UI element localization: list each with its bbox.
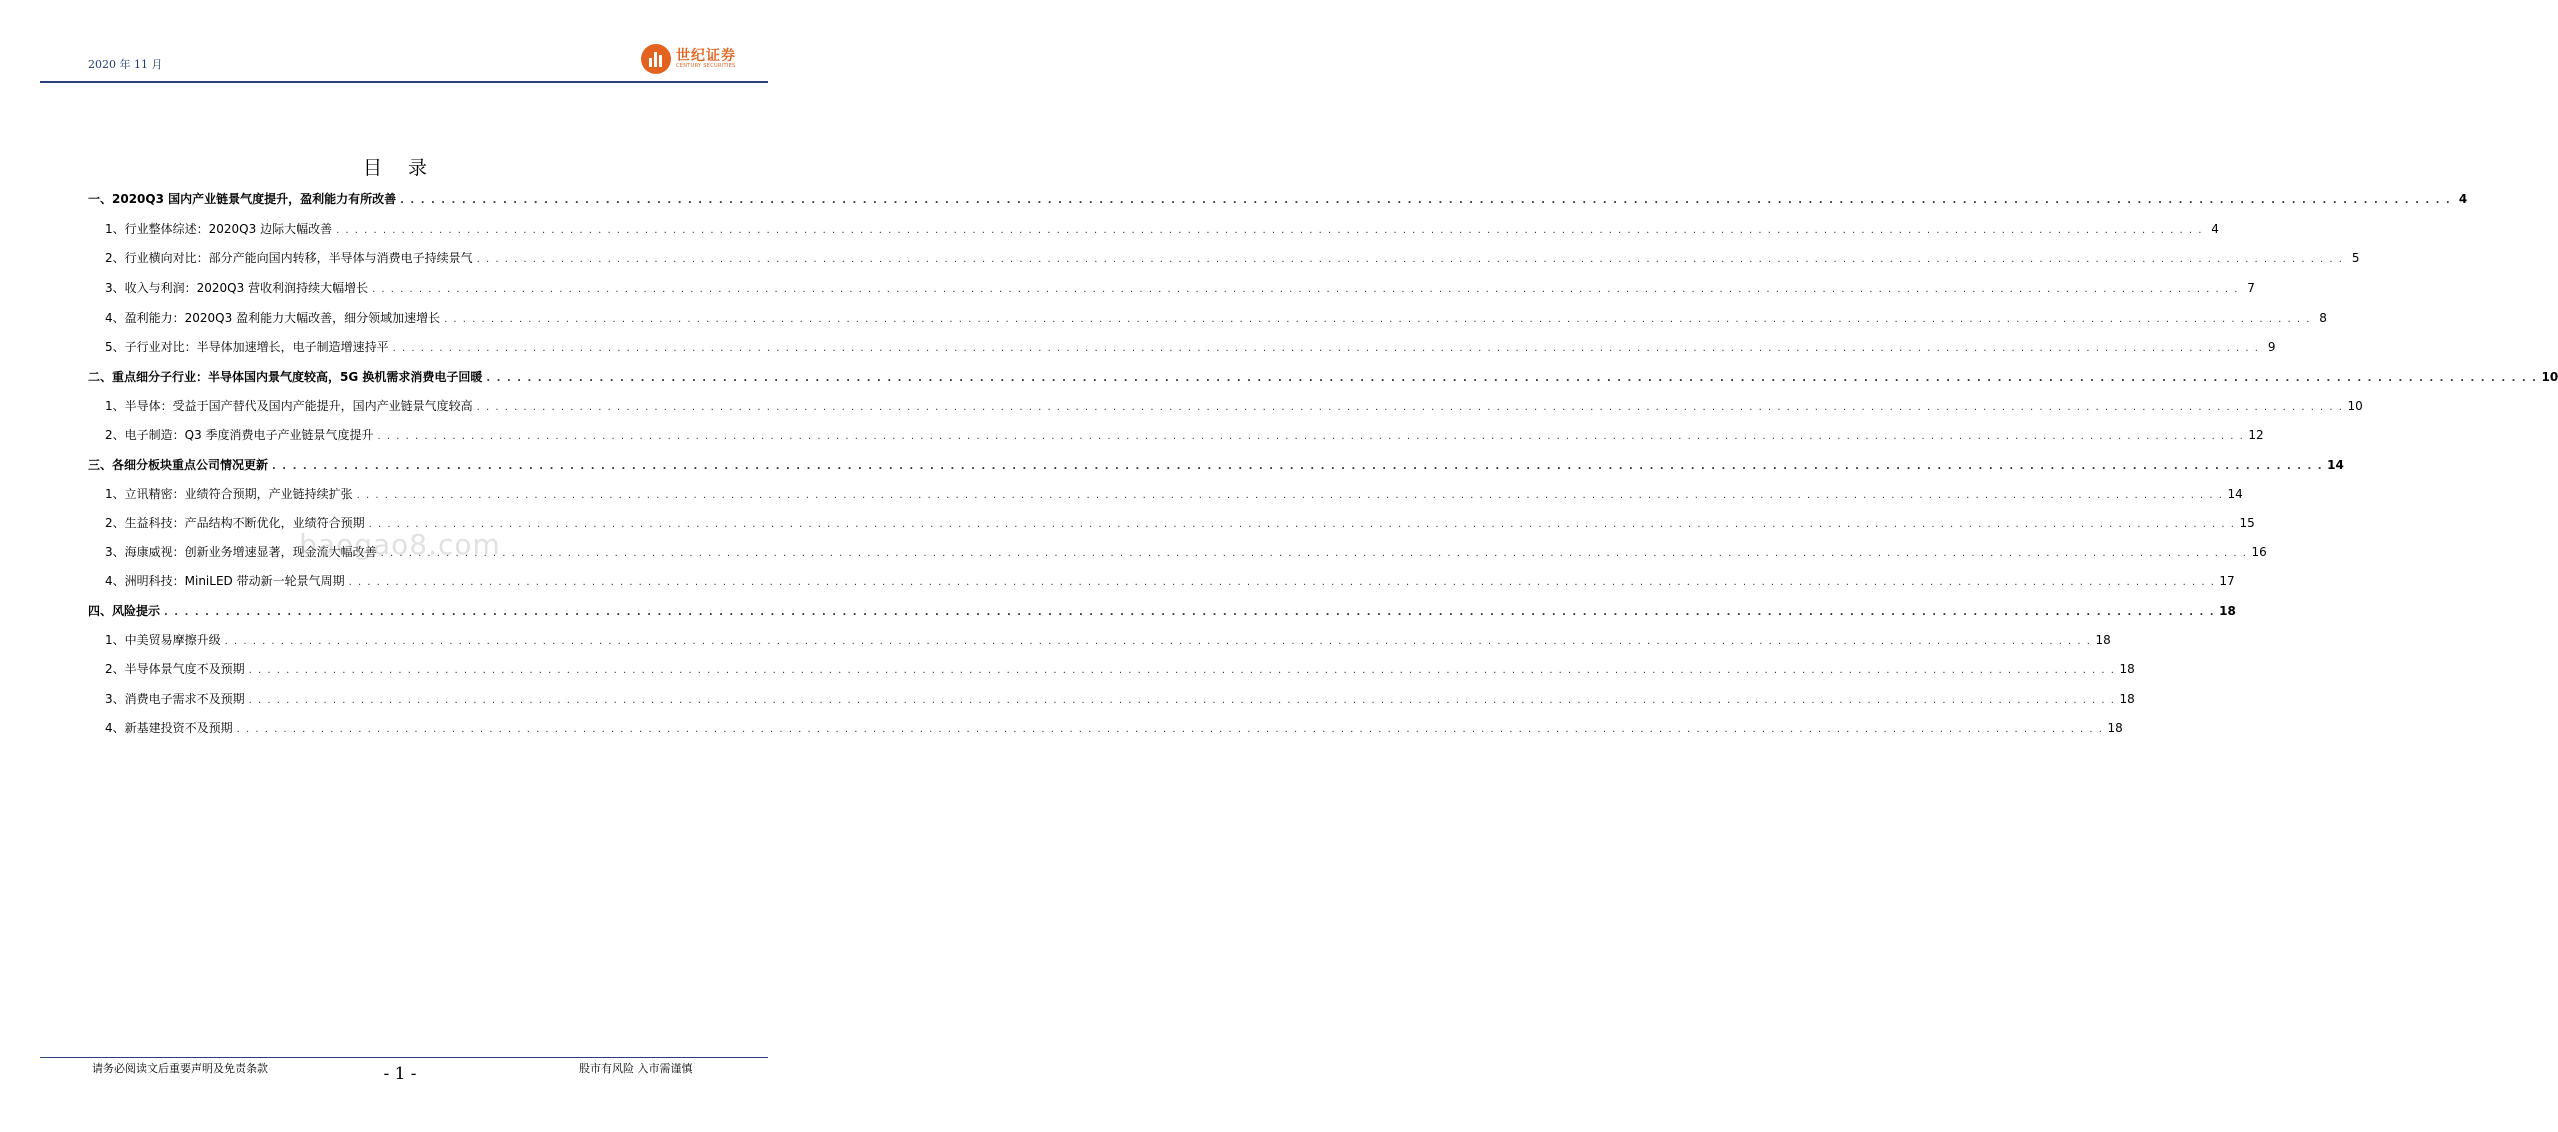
watermark: baogao8.com xyxy=(299,528,501,561)
toc-section-entry[interactable] xyxy=(105,572,2235,590)
toc-entry-title: 三、各细分板块重点公司情况更新 xyxy=(88,458,269,472)
toc-entry-title: 5、子行业对比：半导体加速增长，电子制造增速持平 xyxy=(105,340,389,354)
footer-risk-notice: 股市有风险 入市需谨慎 xyxy=(579,1062,693,1075)
logo-mark-icon xyxy=(641,44,671,74)
toc-entry-title: 一、2020Q3 国内产业链景气度提升，盈利能力有所改善 xyxy=(88,192,397,206)
toc-entry-title: 4、洲明科技：MiniLED 带动新一轮景气周期 xyxy=(105,574,345,588)
toc-leader-dots: . . . . . . . . . . . . . . . . . . . . . . . . . . . . . . . . . . . . . . . . . . . . . . . . . . . . . . . . . . . . . . . . . . . . . . . . . . . . . . . . . . . . . . . . . . . . . . . . . . . . . . . . . . . . . . . . . . . . . . . . . . . . . . . . . . . . . . . . . . . . . . . . . . . . . . . . . . . . . . . . . . . . . . . . . . . . . . . . . . . . . . . . . . . . . . . . . . . . . . . . xyxy=(372,284,2239,295)
footer-divider xyxy=(40,1057,768,1058)
toc-leader-dots: . . . . . . . . . . . . . . . . . . . . . . . . . . . . . . . . . . . . . . . . . . . . . . . . . . . . . . . . . . . . . . . . . . . . . . . . . . . . . . . . . . . . . . . . . . . . . . . . . . . . . . . . . . . . . . . . . . . . . . . . . . . . . . . . . . . . . . . . . . . . . . . . . . . . . . . . . . . . . . . . . . . . . . . . . . . . . . . . . . . . . . . . . . . . . . . . . . . . . . . . xyxy=(486,373,2538,384)
toc-entry-title: 2、生益科技：产品结构不断优化，业绩符合预期 xyxy=(105,516,365,530)
footer-disclaimer: 请务必阅读文后重要声明及免责条款 xyxy=(92,1062,268,1075)
toc-section-entry[interactable] xyxy=(105,309,2327,327)
toc-entry-page: 10 xyxy=(2541,370,2558,384)
toc-entry-page: 7 xyxy=(2247,281,2255,295)
toc-entry-page: 4 xyxy=(2458,192,2468,206)
toc-title: 目 录 xyxy=(362,157,438,179)
toc-section-entry[interactable] xyxy=(105,719,2123,737)
brand-name-en: CENTURY SECURITIES xyxy=(676,63,736,69)
brand-name-cn: 世纪证券 xyxy=(676,48,736,64)
page-number: - 1 - xyxy=(383,1064,417,1084)
toc-entry-page: 14 xyxy=(2327,458,2344,472)
toc-entry-page: 12 xyxy=(2248,428,2264,442)
toc-leader-dots: . . . . . . . . . . . . . . . . . . . . . . . . . . . . . . . . . . . . . . . . . . . . . . . . . . . . . . . . . . . . . . . . . . . . . . . . . . . . . . . . . . . . . . . . . . . . . . . . . . . . . . . . . . . . . . . . . . . . . . . . . . . . . . . . . . . . . . . . . . . . . . . . . . . . . . . . . . . . . . . . . . . . . . . . . . . . . . . . . . . . . . . . . . . . . . . . . . . . . . . . xyxy=(224,636,2092,647)
toc-entry-title: 2、行业横向对比：部分产能向国内转移，半导体与消费电子持续景气 xyxy=(105,251,473,265)
toc-leader-dots: . . . . . . . . . . . . . . . . . . . . . . . . . . . . . . . . . . . . . . . . . . . . . . . . . . . . . . . . . . . . . . . . . . . . . . . . . . . . . . . . . . . . . . . . . . . . . . . . . . . . . . . . . . . . . . . . . . . . . . . . . . . . . . . . . . . . . . . . . . . . . . . . . . . . . . . . . . . . . . . . . . . . . . . . . . . . . . . . . . . . . . . . . . . . . . . . . . . . . . . . xyxy=(380,548,2248,559)
toc-leader-dots: . . . . . . . . . . . . . . . . . . . . . . . . . . . . . . . . . . . . . . . . . . . . . . . . . . . . . . . . . . . . . . . . . . . . . . . . . . . . . . . . . . . . . . . . . . . . . . . . . . . . . . . . . . . . . . . . . . . . . . . . . . . . . . . . . . . . . . . . . . . . . . . . . . . . . . . . . . . . . . . . . . . . . . . . . . . . . . . . . . . . . . . . . . . . . . . . . . . . . . . . xyxy=(348,577,2216,588)
toc-entry-title: 四、风险提示 xyxy=(88,604,161,618)
toc-entry-page: 18 xyxy=(2095,633,2111,647)
toc-entry-title: 3、消费电子需求不及预期 xyxy=(105,692,245,706)
toc-section-entry[interactable] xyxy=(105,690,2135,708)
toc-leader-dots: . . . . . . . . . . . . . . . . . . . . . . . . . . . . . . . . . . . . . . . . . . . . . . . . . . . . . . . . . . . . . . . . . . . . . . . . . . . . . . . . . . . . . . . . . . . . . . . . . . . . . . . . . . . . . . . . . . . . . . . . . . . . . . . . . . . . . . . . . . . . . . . . . . . . . . . . . . . . . . . . . . . . . . . . . . . . . . . . . . . . . . . . . . . . . . . . . . . . . . . . xyxy=(476,402,2344,413)
toc-leader-dots: . . . . . . . . . . . . . . . . . . . . . . . . . . . . . . . . . . . . . . . . . . . . . . . . . . . . . . . . . . . . . . . . . . . . . . . . . . . . . . . . . . . . . . . . . . . . . . . . . . . . . . . . . . . . . . . . . . . . . . . . . . . . . . . . . . . . . . . . . . . . . . . . . . . . . . . . . . . . . . . . . . . . . . . . . . . . . . . . . . . . . . . . . . . . . . . . . . . . . . . . xyxy=(248,695,2116,706)
toc-entry-title: 1、半导体：受益于国产替代及国内产能提升，国内产业链景气度较高 xyxy=(105,399,473,413)
toc-entry-title: 2、半导体景气度不及预期 xyxy=(105,662,245,676)
toc-entry-page: 18 xyxy=(2119,662,2135,676)
toc-leader-dots: . . . . . . . . . . . . . . . . . . . . . . . . . . . . . . . . . . . . . . . . . . . . . . . . . . . . . . . . . . . . . . . . . . . . . . . . . . . . . . . . . . . . . . . . . . . . . . . . . . . . . . . . . . . . . . . . . . . . . . . . . . . . . . . . . . . . . . . . . . . . . . . . . . . . . . . . . . . . . . . . . . . . . . . . . . . . . . . . . . . . . . . . . . . . . . . . . . . . . . . . xyxy=(476,254,2344,265)
toc-section-entry[interactable] xyxy=(105,338,2276,356)
toc-chapter-entry[interactable] xyxy=(88,368,2558,386)
toc-entry-page: 5 xyxy=(2351,251,2360,265)
toc-entry-page: 4 xyxy=(2211,222,2219,236)
toc-leader-dots: . . . . . . . . . . . . . . . . . . . . . . . . . . . . . . . . . . . . . . . . . . . . . . . . . . . . . . . . . . . . . . . . . . . . . . . . . . . . . . . . . . . . . . . . . . . . . . . . . . . . . . . . . . . . . . . . . . . . . . . . . . . . . . . . . . . . . . . . . . . . . . . . . . . . . . . . . . . . . . . . . . . . . . . . . . . . . . . . . . . . . . . . . . . . . . . . . . . . . . . . xyxy=(336,225,2203,236)
toc-chapter-entry[interactable] xyxy=(88,456,2344,474)
toc-entry-page: 16 xyxy=(2251,545,2267,559)
toc-entry-title: 1、行业整体综述：2020Q3 边际大幅改善 xyxy=(105,222,333,236)
toc-section-entry[interactable] xyxy=(105,397,2363,415)
toc-entry-title: 1、中美贸易摩擦升级 xyxy=(105,633,221,647)
toc-entry-page: 14 xyxy=(2227,487,2243,501)
toc-entry-title: 4、盈利能力：2020Q3 盈利能力大幅改善，细分领域加速增长 xyxy=(105,311,441,325)
toc-leader-dots: . . . . . . . . . . . . . . . . . . . . . . . . . . . . . . . . . . . . . . . . . . . . . . . . . . . . . . . . . . . . . . . . . . . . . . . . . . . . . . . . . . . . . . . . . . . . . . . . . . . . . . . . . . . . . . . . . . . . . . . . . . . . . . . . . . . . . . . . . . . . . . . . . . . . . . . . . . . . . . . . . . . . . . . . . . . . . . . . . . . . . . . . . . . . . . . . . . . . . . . . xyxy=(356,490,2224,501)
toc-section-entry[interactable] xyxy=(105,631,2111,649)
toc-leader-dots: . . . . . . . . . . . . . . . . . . . . . . . . . . . . . . . . . . . . . . . . . . . . . . . . . . . . . . . . . . . . . . . . . . . . . . . . . . . . . . . . . . . . . . . . . . . . . . . . . . . . . . . . . . . . . . . . . . . . . . . . . . . . . . . . . . . . . . . . . . . . . . . . . . . . . . . . . . . . . . . . . . . . . . . . . . . . . . . . . . . . . . . . . . . . . . . . . . . . . . . . xyxy=(392,343,2260,354)
toc-entry-page: 8 xyxy=(2319,311,2327,325)
toc-entry-page: 18 xyxy=(2219,604,2236,618)
toc-leader-dots: . . . . . . . . . . . . . . . . . . . . . . . . . . . . . . . . . . . . . . . . . . . . . . . . . . . . . . . . . . . . . . . . . . . . . . . . . . . . . . . . . . . . . . . . . . . . . . . . . . . . . . . . . . . . . . . . . . . . . . . . . . . . . . . . . . . . . . . . . . . . . . . . . . . . . . . . . . . . . . . . . . . . . . . . . . . . . . . . . . . . . . . . . . . . . . . . . . . . . . . . xyxy=(368,519,2236,530)
brand-logo xyxy=(641,44,751,74)
toc-entry-page: 17 xyxy=(2219,574,2235,588)
toc-section-entry[interactable] xyxy=(105,220,2219,238)
toc-section-entry[interactable] xyxy=(105,249,2360,267)
toc-entry-title: 4、新基建投资不及预期 xyxy=(105,721,233,735)
toc-leader-dots: . . . . . . . . . . . . . . . . . . . . . . . . . . . . . . . . . . . . . . . . . . . . . . . . . . . . . . . . . . . . . . . . . . . . . . . . . . . . . . . . . . . . . . . . . . . . . . . . . . . . . . . . . . . . . . . . . . . . . . . . . . . . . . . . . . . . . . . . . . . . . . . . . . . . . . . . . . . . . . . . . . . . . . . . . . . . . . . . . . . . . . . . . . . . . . . . . . . . . . . . xyxy=(272,461,2324,472)
toc-chapter-entry[interactable] xyxy=(88,190,2468,208)
toc-entry-title: 3、收入与利润：2020Q3 营收利润持续大幅增长 xyxy=(105,281,369,295)
toc-section-entry[interactable] xyxy=(105,426,2264,444)
toc-entry-page: 15 xyxy=(2239,516,2255,530)
toc-entry-title: 2、电子制造：Q3 季度消费电子产业链景气度提升 xyxy=(105,428,374,442)
toc-section-entry[interactable] xyxy=(105,485,2243,503)
toc-leader-dots: . . . . . . . . . . . . . . . . . . . . . . . . . . . . . . . . . . . . . . . . . . . . . . . . . . . . . . . . . . . . . . . . . . . . . . . . . . . . . . . . . . . . . . . . . . . . . . . . . . . . . . . . . . . . . . . . . . . . . . . . . . . . . . . . . . . . . . . . . . . . . . . . . . . . . . . . . . . . . . . . . . . . . . . . . . . . . . . . . . . . . . . . . . . . . . . . . . . . . . . . xyxy=(164,607,2216,618)
toc-entry-page: 9 xyxy=(2267,340,2276,354)
toc-leader-dots: . . . . . . . . . . . . . . . . . . . . . . . . . . . . . . . . . . . . . . . . . . . . . . . . . . . . . . . . . . . . . . . . . . . . . . . . . . . . . . . . . . . . . . . . . . . . . . . . . . . . . . . . . . . . . . . . . . . . . . . . . . . . . . . . . . . . . . . . . . . . . . . . . . . . . . . . . . . . . . . . . . . . . . . . . . . . . . . . . . . . . . . . . . . . . . . . . . . . . . . . xyxy=(444,314,2311,325)
toc-entry-page: 18 xyxy=(2119,692,2135,706)
toc-leader-dots: . . . . . . . . . . . . . . . . . . . . . . . . . . . . . . . . . . . . . . . . . . . . . . . . . . . . . . . . . . . . . . . . . . . . . . . . . . . . . . . . . . . . . . . . . . . . . . . . . . . . . . . . . . . . . . . . . . . . . . . . . . . . . . . . . . . . . . . . . . . . . . . . . . . . . . . . . . . . . . . . . . . . . . . . . . . . . . . . . . . . . . . . . . . . . . . . . . . . . . . . xyxy=(248,665,2116,676)
toc-leader-dots: . . . . . . . . . . . . . . . . . . . . . . . . . . . . . . . . . . . . . . . . . . . . . . . . . . . . . . . . . . . . . . . . . . . . . . . . . . . . . . . . . . . . . . . . . . . . . . . . . . . . . . . . . . . . . . . . . . . . . . . . . . . . . . . . . . . . . . . . . . . . . . . . . . . . . . . . . . . . . . . . . . . . . . . . . . . . . . . . . . . . . . . . . . . . . . . . . . . . . . . . xyxy=(377,431,2245,442)
toc-entry-page: 18 xyxy=(2107,721,2123,735)
toc-leader-dots: . . . . . . . . . . . . . . . . . . . . . . . . . . . . . . . . . . . . . . . . . . . . . . . . . . . . . . . . . . . . . . . . . . . . . . . . . . . . . . . . . . . . . . . . . . . . . . . . . . . . . . . . . . . . . . . . . . . . . . . . . . . . . . . . . . . . . . . . . . . . . . . . . . . . . . . . . . . . . . . . . . . . . . . . . . . . . . . . . . . . . . . . . . . . . . . . . . . . . . . . xyxy=(236,724,2104,735)
toc-section-entry[interactable] xyxy=(105,279,2255,297)
toc-section-entry[interactable] xyxy=(105,660,2135,678)
header-divider xyxy=(40,81,768,83)
report-date: 2020 年 11 月 xyxy=(88,58,163,71)
toc-entry-title: 3、海康威视：创新业务增速显著，现金流大幅改善 xyxy=(105,545,377,559)
toc-entry-title: 二、重点细分子行业：半导体国内景气度较高，5G 换机需求消费电子回暖 xyxy=(88,370,483,384)
toc-leader-dots: . . . . . . . . . . . . . . . . . . . . . . . . . . . . . . . . . . . . . . . . . . . . . . . . . . . . . . . . . . . . . . . . . . . . . . . . . . . . . . . . . . . . . . . . . . . . . . . . . . . . . . . . . . . . . . . . . . . . . . . . . . . . . . . . . . . . . . . . . . . . . . . . . . . . . . . . . . . . . . . . . . . . . . . . . . . . . . . . . . . . . . . . . . . . . . . . . . . . . . . . xyxy=(400,195,2452,206)
toc-entry-page: 10 xyxy=(2347,399,2363,413)
toc-chapter-entry[interactable] xyxy=(88,602,2236,620)
toc-entry-title: 1、立讯精密：业绩符合预期，产业链持续扩张 xyxy=(105,487,353,501)
